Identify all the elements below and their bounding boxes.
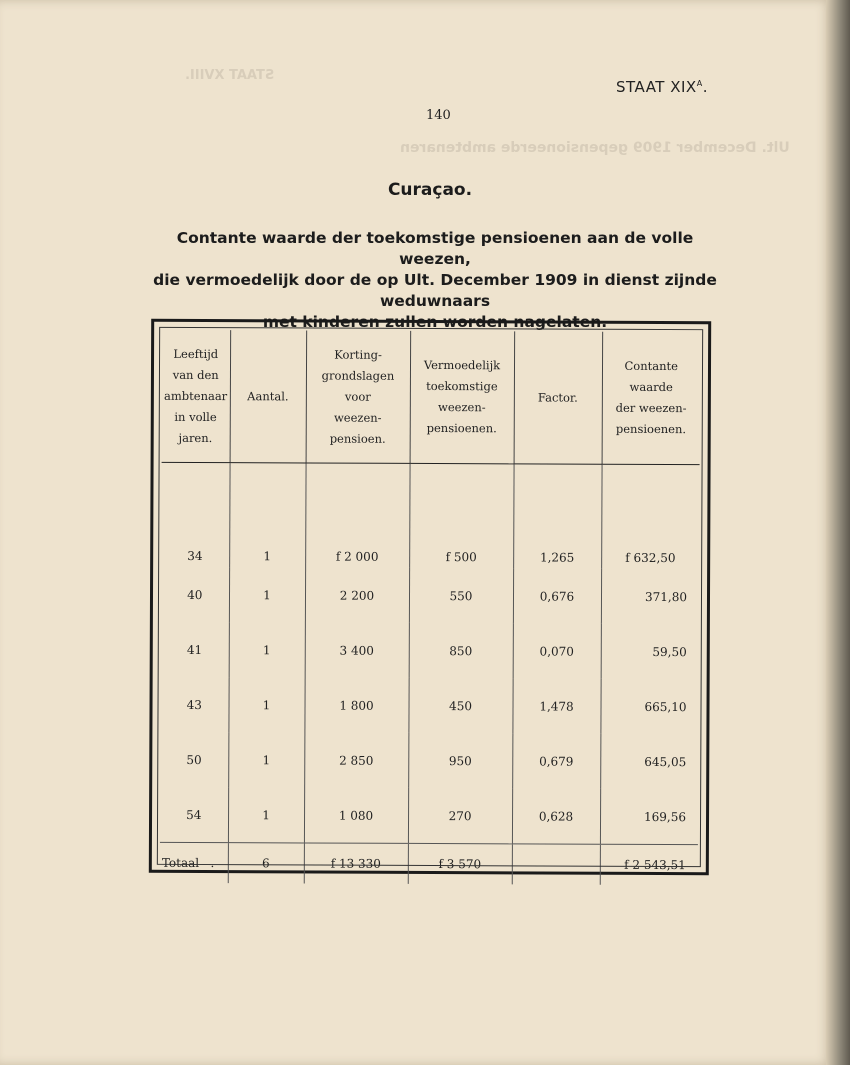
cell-grondslag: f 2 000 (305, 463, 409, 568)
total-grondslag: f 13 330 (304, 843, 408, 884)
cell-pensioen: 270 (408, 788, 512, 844)
total-factor (512, 844, 600, 885)
total-pensioen: f 3 570 (408, 843, 512, 884)
cell-factor: 0,070 (513, 623, 601, 678)
page-number: 140 (426, 108, 451, 123)
cell-grondslag: 2 200 (305, 567, 409, 622)
cell-grondslag: 1 800 (304, 677, 408, 732)
cell-waarde: 371,80 (644, 589, 688, 604)
table-heading (150, 228, 720, 333)
bleed-through-mark: Ult. December 1909 gepensioneerde ambtenaren (400, 140, 790, 156)
table-frame (149, 319, 711, 875)
cell-count: 1 (229, 463, 305, 568)
cell-age: 43 (160, 677, 228, 732)
cell-pensioen: 950 (408, 733, 512, 788)
cell-count: 1 (229, 622, 305, 677)
cell-grondslag: 3 400 (305, 622, 409, 677)
pension-table (160, 330, 700, 885)
cell-waarde: f 632,50 (625, 550, 676, 566)
column-header-waarde: Contante waarde der weezen- pensioenen. (602, 332, 701, 465)
cell-factor: 0,676 (513, 568, 601, 623)
cell-waarde: 645,05 (644, 754, 687, 769)
cell-factor: 1,478 (512, 678, 600, 733)
table-row (160, 787, 698, 845)
cell-count: 1 (229, 567, 305, 622)
total-count: 6 (228, 843, 304, 884)
table-row (161, 622, 699, 679)
heading-line-1: Contante waarde der toekomstige pensioenen aan de volle weezen, (176, 229, 694, 268)
column-header-grondslag: Korting- grondslagen voor weezen- pensioen. (306, 330, 411, 463)
cell-count: 1 (228, 787, 304, 843)
cell-factor: 0,679 (512, 733, 600, 788)
cell-pensioen: 450 (408, 678, 512, 733)
cell-age: 40 (161, 567, 229, 622)
column-header-age: Leeftijd van den ambtenaar in volle jaren. (162, 330, 231, 463)
table-header-row (162, 330, 701, 465)
cell-age: 34 (161, 462, 229, 567)
cell-age: 41 (161, 622, 229, 677)
total-waarde: f 2 543,51 (600, 844, 698, 885)
colony-title: Curaçao. (387, 180, 473, 200)
heading-line-3: met kinderen zullen worden nagelaten. (262, 313, 608, 331)
cell-count: 1 (228, 677, 304, 732)
table-row (161, 567, 699, 624)
cell-factor: 1,265 (513, 464, 601, 569)
bleed-through-mark: STAAT XVIII. (185, 68, 275, 83)
cell-count: 1 (228, 732, 304, 787)
total-label: Totaal . (160, 842, 228, 883)
table-row (161, 462, 699, 569)
cell-pensioen: 850 (409, 623, 513, 678)
table-row (160, 677, 698, 734)
page-edge (826, 0, 850, 1065)
cell-factor: 0,628 (512, 788, 600, 844)
heading-line-2: die vermoedelijk door de op Ult. December 1909 in dienst zijnde weduwnaars (153, 271, 717, 310)
total-row (160, 842, 698, 885)
cell-age: 50 (160, 732, 228, 787)
cell-pensioen: 550 (409, 568, 513, 623)
cell-age: 54 (160, 787, 228, 843)
cell-waarde: 59,50 (652, 644, 687, 659)
cell-grondslag: 2 850 (304, 732, 408, 787)
column-header-count: Aantal. (230, 330, 307, 463)
cell-waarde: 665,10 (644, 699, 687, 714)
column-header-factor: Factor. (514, 331, 603, 464)
cell-pensioen: f 500 (409, 463, 513, 568)
cell-waarde: 169,56 (644, 809, 687, 824)
column-header-pensioen: Vermoedelijk toekomstige weezen- pensioenen. (410, 331, 515, 464)
table-row (160, 732, 698, 789)
staat-label: STAAT $XIX^A$. (616, 78, 708, 96)
cell-grondslag: 1 080 (304, 787, 408, 843)
